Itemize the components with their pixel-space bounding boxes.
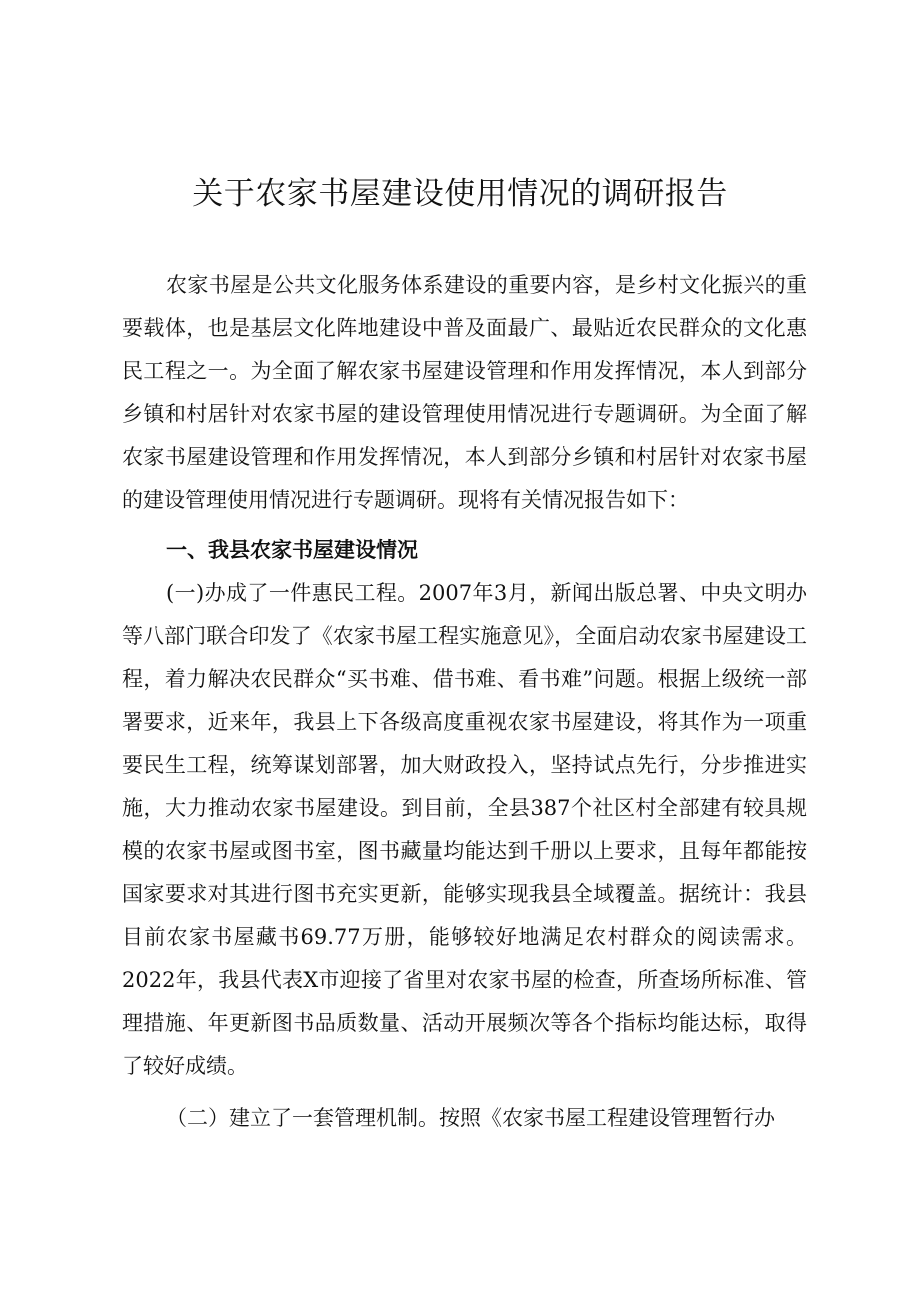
section-1-paragraph-2: （二）建立了一套管理机制。按照《农家书屋工程建设管理暂行办 bbox=[166, 1106, 775, 1130]
document-title: 关于农家书屋建设使用情况的调研报告 bbox=[192, 176, 728, 212]
section-1-paragraph-1: (一)办成了一件惠民工程。2007年3月，新闻出版总署、中央文明办等八部门联合印发了《农家书屋工程实施意见》，全面启动农家书屋建设工程，着力解决农民群众“买书难、借书难、看书难”问题。根据上级统一部署要求，近来年，我县上下各级高度重视农家书屋建设，将其作为一项重要民生工程，统筹谋划部署，加大财政投入，坚持试点先行，分步推进实施，大力推动农家书屋建设。到目前，全县387个社区村全部建有较具规模的农家书屋或图书室，图书藏量均能达到千册以上要求，且每年都能按国家要求对其进行图书充实更新，能够实现我县全域覆盖。据统计：我县目前农家书屋藏书69.77万册，能够较好地满足农村群众的阅读需求。2022年，我县代表X市迎接了省里对农家书屋的检查，所查场所标准、管理措施、年更新图书品质数量、活动开展频次等各个指标均能达标，取得了较好成绩。 bbox=[122, 581, 807, 1078]
intro-paragraph: 农家书屋是公共文化服务体系建设的重要内容，是乡村文化振兴的重要载体，也是基层文化阵地建设中普及面最广、最贴近农民群众的文化惠民工程之一。为全面了解农家书屋建设管理和作用发挥情况，本人到部分乡镇和村居针对农家书屋的建设管理使用情况进行专题调研。为全面了解农家书屋建设管理和作用发挥情况，本人到部分乡镇和村居针对农家书屋的建设管理使用情况进行专题调研。现将有关情况报告如下： bbox=[122, 273, 807, 512]
section-heading-1: 一、我县农家书屋建设情况 bbox=[166, 538, 418, 562]
